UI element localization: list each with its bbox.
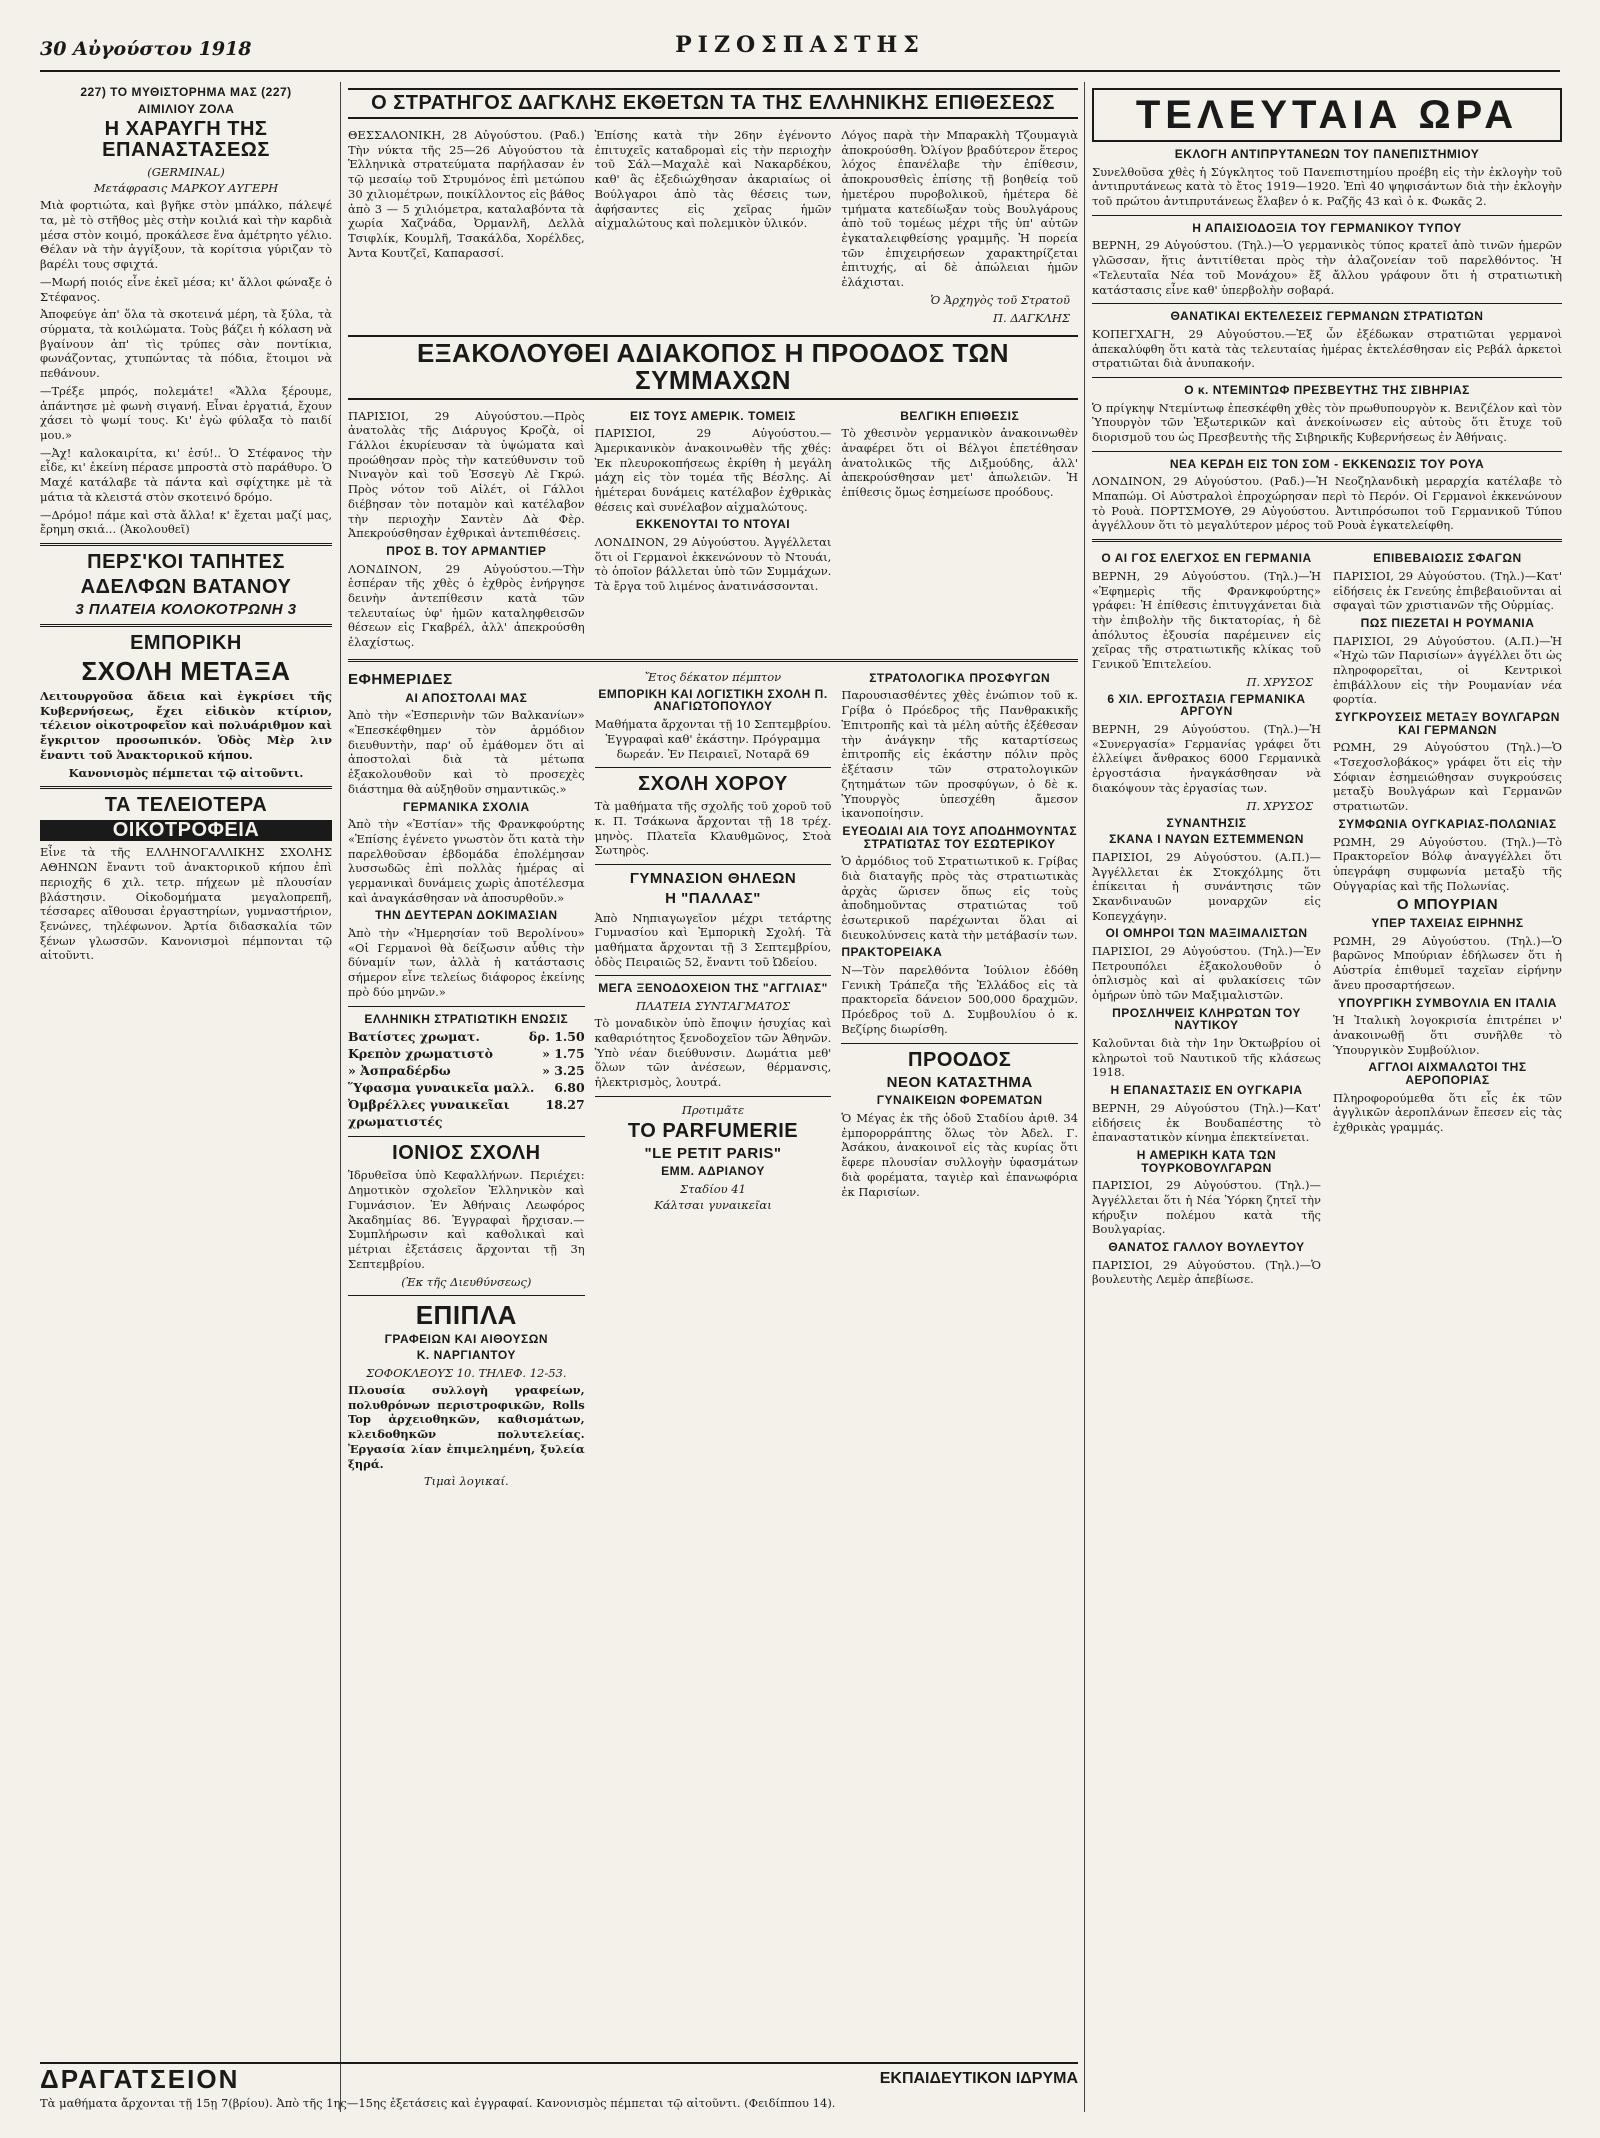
article-paragraph: ΛΟΝΔΙΝΟΝ, 29 Αὐγούστου. Ἀγγέλλεται ὅτι οἱ Γερμανοὶ ἐκκενώνουν τὸ Ντουάι, τὸ ὁποῖον βάλλεται ὑπὸ τῶν Συμμάχων. Τὰ ἔργα τοῦ λιμένος ἀνατινάσσονται. bbox=[594, 535, 832, 594]
ad-progress-title: ΠΡΟΟΔΟΣ bbox=[908, 1048, 1012, 1071]
ad-gym-title2: Η "ΠΑΛΛΑΣ" bbox=[665, 889, 761, 907]
section-subhead: ΤΗΝ ΔΕΥΤΕΡΑΝ ΔΟΚΙΜΑΣΙΑΝ bbox=[375, 908, 558, 923]
news-title: Η ΑΠΑΙΣΙΟΔΟΞΙΑ ΤΟΥ ΓΕΡΜΑΝΙΚΟΥ ΤΥΠΟΥ bbox=[1192, 220, 1462, 235]
divider bbox=[348, 1295, 585, 1296]
price-row: Κρεπὸν χρωματιστὸ » 1.75 bbox=[348, 1046, 585, 1062]
news-text: Καλοῦνται διὰ τὴν 1ην Ὀκτωβρίου οἱ κληρωτοὶ τοῦ Ναυτικοῦ τῆς κλάσεως 1918. bbox=[1092, 1036, 1321, 1080]
divider bbox=[40, 786, 332, 789]
news-text: Πληροφορούμεθα ὅτι εἷς ἐκ τῶν ἀγγλικῶν ἀεροπλάνων ἔπεσεν εἰς τὰς ἐχθρικὰς γραμμάς. bbox=[1333, 1090, 1562, 1134]
serial-paragraph: —Δρόμο! πάμε καὶ στὰ ἄλλα! κ' ἔχεται μαζί μας, ἔρημη σκιά... (Ἀκολουθεῖ) bbox=[40, 507, 332, 537]
ad-progress-text: Ὁ Μέγας ἐκ τῆς ὁδοῦ Σταδίου ἀριθ. 34 ἐμπορορράπτης ὅλως τὸν Ἀδελ. Γ. Ἀσάκου, ἀνακοινοῖ εἰς τὰς κυρίας ὅτι ἔφερε πλουσίαν συλλογὴν ὑφασμάτων διὰ φορέματα, ταγιὲρ καὶ ἐπανωφόρια ἐκ Παρισίων. bbox=[841, 1110, 1078, 1199]
news-text: Ὁ πρίγκηψ Ντεμίντωφ ἐπεσκέφθη χθὲς τὸν πρωθυπουργὸν κ. Βενιζέλον καὶ τὸν Ὑπουργὸν τῶν Ἐξωτερικῶν καὶ ἀνεκοίνωσεν εἰς αὐτοὺς ὅτι ἔτυχε τοῦ διορισμοῦ του ὡς Πρεσβευτὴς τῆς Σιβηρικῆς Κυβερνήσεως ἐν Ἀθήναις. bbox=[1092, 400, 1562, 444]
ad-furniture-title: ΕΠΙΠΛΑ bbox=[415, 1299, 517, 1330]
ad-boarding-title: ΤΑ ΤΕΛΕΙΟΤΕΡΑ bbox=[104, 794, 268, 817]
divider bbox=[348, 659, 1078, 662]
ad-hotel-text: Τὸ μοναδικὸν ὑπὸ ἔποψιν ἡσυχίας καὶ καθαριότητος ξενοδοχεῖον τῶν Ἀθηνῶν. Ὑπὸ νέαν διεύθυνσιν. Δωμάτια μεθ' ὅλων τῶν ἀνέσεων, θέρμανσις, ἡλεκτρισμὸς, λουτρά. bbox=[594, 1016, 832, 1089]
second-headline: ΕΞΑΚΟΛΟΥΘΕΙ ΑΔΙΑΚΟΠΟΣ Η ΠΡΟΟΔΟΣ ΤΩΝ ΣΥΜΜΑΧΩΝ bbox=[348, 335, 1078, 400]
news-title: ΣΥΜΦΩΝΙΑ ΟΥΓΚΑΡΙΑΣ-ΠΟΛΩΝΙΑΣ bbox=[1338, 816, 1557, 831]
news-title: ΕΠΙΒΕΒΑΙΩΣΙΣ ΣΦΑΓΩΝ bbox=[1373, 551, 1522, 566]
news-text: ΒΕΡΝΗ, 29 Αὐγούστου. (Τηλ.)—Ἡ «Συνεργασία» Γερμανίας γράφει ὅτι ἐλλείψει ἄνθρακος 6000 Γερμανικὰ ἐργοστάσια ἠναγκάσθησαν νὰ διακόψουν τὰς ἐργασίας των. bbox=[1092, 722, 1321, 795]
ad-ionian-text: Ἱδρυθεῖσα ὑπὸ Κεφαλλήνων. Περιέχει: Δημοτικὸν σχολεῖον Ἑλληνικὸν καὶ Γυμνάσιον. Ἐν Ἀθήναις Λεωφόρος Ἀκαδημίας 86. Ἐγγραφαὶ ἤρχισαν.—Συμπλήρωσιν καὶ καθολικαὶ καὶ μέτριαι ἐξετάσεις ἄρχονται τῇ 3η Σεπτεμβρίου. bbox=[348, 1168, 585, 1271]
divider bbox=[1092, 539, 1562, 542]
ad-dance-title: ΣΧΟΛΗ ΧΟΡΟΥ bbox=[638, 773, 788, 796]
serial-paragraph: —Ἀχ! καλοκαιρίτα, κι' ἐσύ!.. Ὁ Στέφανος τὴν εἶδε, κι' ἐκείνη πέρασε μπροστὰ στὸ παράθυρο. Ὁ Μαχέ κατάλαβε τὰ πάντα καὶ σφίχτηκε μὲ τὰ μάτια τὰ κλειστά στὸν σκοτεινό δρόμο. bbox=[40, 445, 332, 504]
divider bbox=[595, 975, 832, 976]
news-text: ΠΑΡΙΣΙΟΙ, 29 Αὐγούστου. (Τηλ.)—Ὁ βουλευτὴς Λεμὲρ ἀπεβίωσε. bbox=[1092, 1257, 1321, 1287]
section-newspapers bbox=[348, 668, 585, 1490]
divider bbox=[1092, 451, 1562, 452]
news-title: ΟΙ ΟΜΗΡΟΙ ΤΩΝ ΜΑΞΙΜΑΛΙΣΤΩΝ bbox=[1105, 926, 1308, 941]
price-row: Βατίστες χρωματ. δρ. 1.50 bbox=[348, 1029, 585, 1045]
divider bbox=[841, 1043, 1078, 1044]
ad-perfume-title: TO PARFUMERIE bbox=[627, 1119, 799, 1142]
price-row: » Ἀσπραδέρδω » 3.25 bbox=[348, 1062, 585, 1078]
ad-perfume-name: ΕΜΜ. ΑΔΡΙΑΝΟΥ bbox=[661, 1164, 765, 1179]
article-paragraph: Ἐπίσης κατὰ τὴν 26ην ἐγένοντο ἐπιτυχεῖς καταδρομαὶ εἰς τὴν περιοχὴν τοῦ Σάλ—Μαχαλὲ καὶ Νακαρδέκου, καθ' ἃς ἐξεδιώχθησαν ἀκαριαίως οἱ Βούλγαροι ἀπὸ τὰς θέσεις των, ἀφήσαντες εἰς χεῖρας ἡμῶν αἰχμαλώτους καὶ πολεμικὸν ὑλικόν. bbox=[594, 128, 832, 231]
news-text: ΠΑΡΙΣΙΟΙ, 29 Αὐγούστου. (Τηλ.)—Ἐν Πετρουπόλει ἐξακολουθοῦν ὁ ὁπλισμὸς καὶ αἱ φυλακίσεις τῶν ὁμήρων ὑπὸ τῶν Μαξιμαλιστῶν. bbox=[1092, 943, 1321, 1003]
column-divider bbox=[1084, 82, 1085, 2112]
news-title: 6 ΧΙΛ. ΕΡΓΟΣΤΑΣΙΑ ΓΕΡΜΑΝΙΚΑ ΑΡΓΟΥΝ bbox=[1107, 691, 1306, 719]
news-title: ΣΥΓΚΡΟΥΣΕΙΣ ΜΕΤΑΞΥ ΒΟΥΛΓΑΡΩΝ ΚΑΙ ΓΕΡΜΑΝΩΝ bbox=[1335, 710, 1560, 737]
section-subhead: ΠΡΑΚΤΟΡΕΙΑΚΑ bbox=[841, 945, 943, 960]
ad-perfume-note: Κάλτσαι γυναικεῖαι bbox=[654, 1198, 772, 1212]
price-row: Ὀμβρέλλες γυναικεῖαι χρωματιστές 18.27 bbox=[348, 1096, 585, 1129]
news-title: ΠΡΟΣΛΗΨΕΙΣ ΚΛΗΡΩΤΩΝ ΤΟΥ ΝΑΥΤΙΚΟΥ bbox=[1112, 1005, 1301, 1033]
section-subhead: ΑΙ ΑΠΟΣΤΟΛΑΙ ΜΑΣ bbox=[405, 690, 528, 705]
section-title: ΕΦΗΜΕΡΙΔΕΣ bbox=[348, 670, 453, 688]
section-paragraph: Ν—Τὸν παρελθόντα Ἰούλιον ἐδόθη Γενικὴ Τράπεζα τῆς Ἑλλάδος εἰς τὰ πρακτορεῖα δάνειον 500,000 δραχμῶν. Πρόεδρος τοῦ Δ. Συμβουλίου ὁ κ. Βεζίρης διωρίσθη. bbox=[841, 963, 1078, 1036]
news-title: Η ΕΠΑΝΑΣΤΑΣΙΣ ΕΝ ΟΥΓΚΑΡΙΑ bbox=[1110, 1083, 1303, 1098]
price-row: Ὕφασμα γυναικεῖα μαλλ. 6.80 bbox=[348, 1079, 585, 1095]
news-title: ΘΑΝΑΤΟΣ ΓΑΛΛΟΥ ΒΟΥΛΕΥΤΟΥ bbox=[1108, 1240, 1305, 1254]
divider bbox=[348, 1006, 585, 1007]
news-title: Ο ΑΙ ΓΟΣ ΕΛΕΓΧΟΣ ΕΝ ΓΕΡΜΑΝΙΑ bbox=[1101, 551, 1312, 566]
news-text: ΡΩΜΗ, 29 Αὐγούστου. (Τηλ.)—Τὸ Πρακτορεῖον Βόλφ ἀναγγέλλει ὅτι ὑπεγράφη συμφωνία μεταξὺ τῆς Οὐγγαρίας καὶ τῆς Πολωνίας. bbox=[1333, 834, 1562, 893]
article-signature: Π. ΔΑΓΚΛΗΣ bbox=[993, 310, 1071, 325]
section-paragraph: Ἀπὸ τὴν «Ἐσπερινὴν τῶν Βαλκανίων» «Ἐπεσκέφθημεν τὸν ἀρμόδιον διευθυντὴν, παρ' οὗ ἐμάθομεν ὅτι αἱ ἀποστολαὶ διὰ τὰ μέτωπα ἐξακολουθοῦν καὶ τὸ προσεχὲς διάστημα θὰ αὐξηθοῦν σημαντικῶς.» bbox=[348, 708, 585, 796]
column-center bbox=[348, 82, 1078, 2112]
ad-gym-title: ΓΥΜΝΑΣΙΟΝ ΘΗΛΕΩΝ bbox=[629, 870, 797, 888]
news-text: ΒΕΡΝΗ, 29 Αὐγούστου (Τηλ.)—Κατ' εἰδήσεις ἐκ Βουδαπέστης τὸ ἐπαναστατικὸν κίνημα ἐπεκτείνεται. bbox=[1092, 1100, 1321, 1145]
column-right bbox=[1092, 82, 1562, 2112]
article-paragraph: Τὸ χθεσινὸν γερμανικὸν ἀνακοινωθὲν ἀναφέρει ὅτι οἱ Βέλγοι ἐπετέθησαν ἀνατολικῶς τῆς Διξμούδης, ἀλλ' ἀπεκρούσθησαν μετ' ἀπωλειῶν. Ἡ ἐπίθεσις ὅμως ἐσημείωσε προόδους. bbox=[841, 426, 1078, 499]
ad-dance-text: Τὰ μαθήματα τῆς σχολῆς τοῦ χοροῦ τοῦ κ. Π. Τσάκωνα ἄρχονται τῇ 18 τρέχ. μηνὸς. Πλατεῖα Κλαυθμῶνος, Στοὰ Σωτηρὸς. bbox=[594, 799, 832, 858]
bottom-ad-strip bbox=[40, 2062, 1078, 2114]
news-text: Ἡ Ἰταλικὴ λογοκρισία ἐπιτρέπει ν' ἀνακοινωθῇ ὅτι συνῆλθε τὸ Ὑπουργικὸν Συμβούλιον. bbox=[1333, 1013, 1562, 1057]
ad-list-title: ΕΛΛΗΝΙΚΗ ΣΤΡΑΤΙΩΤΙΚΗ ΕΝΩΣΙΣ bbox=[364, 1011, 569, 1026]
news-text: Συνελθοῦσα χθὲς ἡ Σύγκλητος τοῦ Πανεπιστημίου προέβη εἰς τὴν ἐκλογὴν τοῦ ἀντιπρυτάνεως κατὰ τὸ ἔτος 1919—1920. Ἐπὶ 40 ψηφισάντων διὰ τὴν ἐκλογὴν τοῦ πρώτου ἀντιπρυτάνεως ἔλαβεν ὁ κ. Ραζῆς 43 καὶ ὁ κ. Φωκᾶς 2. bbox=[1092, 164, 1562, 209]
ad-price-list bbox=[348, 1029, 585, 1130]
news-text: ΒΕΡΝΗ, 29 Αὐγούστου. (Τηλ.)—Ἡ «Ἐφημερὶς τῆς Φρανκφούρτης» γράφει: Ἡ ἐπίθεσις ἐπιτυγχάνεται διὰ τὴν ἐπιβολὴν τῆς δικτατορίας, ἡ δὲ ἀπόλυτος ἐξουσία παρέμεινεν εἰς χεῖρας τῆς στρατιωτικῆς κλίκας τοῦ Γενικοῦ Ἐπιτελείου. bbox=[1092, 568, 1321, 672]
serial-label: 227) ΤΟ ΜΥΘΙΣΤΟΡΗΜΑ ΜΑΣ (227) bbox=[80, 85, 292, 99]
divider bbox=[40, 543, 332, 546]
news-signature: Π. ΧΡΥΣΟΣ bbox=[1246, 674, 1313, 689]
news-text: ΚΟΠΕΓΧΑΓΗ, 29 Αὐγούστου.—Ἐξ ὧν ἐξέδωκαν στρατιῶται γερμανοὶ ἀπεκαλύφθη ὅτι κατὰ τὰς τελευταίας ἡμέρας ἐκτελέσθησαν εἰς Ρεβάλ ἀρκετοὶ στρατιῶται διὰ ἀνυπακοήν. bbox=[1092, 326, 1562, 371]
bottom-left-banner: ΔΡΑΓΑΤΣΕΙΟΝ bbox=[40, 2063, 240, 2094]
article-subhead: ΕΙΣ ΤΟΥΣ ΑΜΕΡΙΚ. ΤΟΜΕΙΣ bbox=[630, 408, 796, 423]
section-paragraph: Παρουσιασθέντες χθὲς ἐνώπιον τοῦ κ. Γρίβα ὁ Πρόεδρος τῆς Πανθρακικῆς Ἐπιτροπῆς καὶ τὰ μέλη αὐτῆς ἐξέθεσαν τὴν ἀνάγκην τῆς καταρτίσεως ἐπιτροπῆς εἰς ἑκάστην πόλιν πρὸς ἐξέτασιν τῶν στρατολογικῶν ζητημάτων τῶν προσφύγων, ὁ δὲ κ. Ὑπουργὸς ὑπεσχέθη ἄμεσον ἱκανοποίησιν. bbox=[841, 688, 1078, 821]
serial-translator: Μετάφρασις ΜΑΡΚΟΥ ΑΥΓΕΡΗ bbox=[93, 181, 279, 196]
news-text: ΡΩΜΗ, 29 Αὐγούστου. (Τηλ.)—Ὁ βαρῶνος Μπούριαν ἐδήλωσεν ὅτι ἡ Αὐστρία ἐπιθυμεῖ ταχεῖαν εἰρήνην ἄνευ προσαρτήσεων. bbox=[1333, 933, 1562, 992]
ad-furniture-text: Πλουσία συλλογὴ γραφείων, πολυθρόνων περιστροφικῶν, Rolls Top ἀρχειοθηκῶν, καθισμάτων, κλειδοθηκῶν πολυτελείας. Ἐργασία λίαν ἐπιμελημένη, ξυλεία ξηρά. bbox=[348, 1382, 585, 1471]
bottom-right-banner: ΕΚΠΑΙΔΕΥΤΙΚΟΝ ΙΔΡΥΜΑ bbox=[879, 2070, 1078, 2087]
masthead bbox=[40, 28, 1560, 72]
news-title: ΠΩΣ ΠΙΕΖΕΤΑΙ Η ΡΟΥΜΑΝΙΑ bbox=[1360, 615, 1535, 630]
divider bbox=[348, 1136, 585, 1137]
article-paragraph: Λόγος παρὰ τὴν Μπαρακλὴ Τζουμαγιὰ ἀποκρούσθη. Ὀλίγον βραδύτερον ἕτερος λόχος ἐπανέλαβε τὴν ἐπίθεσιν, ἀποκρουσθεὶς ἐπίσης τῇ βοηθείᾳ τοῦ ἡμετέρου πυροβολικοῦ, ἡμέτερα δὲ τμήματα κατεδίωξαν τοὺς Βουλγάρους ἀπὸ τοῦ τομέως μέχρι τῆς ὑπ' αὐτῶν ἐγκαταλειφθείσης γραμμῆς. Ἡ πορεία τῶν ἐπιχειρήσεων χαρακτηρίζεται ἐπιτυχής, αἱ δὲ ἀπώλειαι ἡμῶν ἐλάχισται. bbox=[841, 128, 1078, 290]
ad-furniture-title2: ΓΡΑΦΕΙΩΝ ΚΑΙ ΑΙΘΟΥΣΩΝ bbox=[384, 1331, 549, 1346]
article-subhead: ΒΕΛΓΙΚΗ ΕΠΙΘΕΣΙΣ bbox=[900, 408, 1020, 423]
article-subhead: ΕΚΚΕΝΟΥΤΑΙ ΤΟ ΝΤΟΥΑΙ bbox=[635, 517, 791, 532]
ad-commercial-text: Μαθήματα ἄρχονται τῇ 10 Σεπτεμβρίου. Ἐγγραφαὶ καθ' ἑκάστην. Πρόγραμμα δωρεάν. Ἐν Πειραιεῖ, Νοταρᾶ 69 bbox=[594, 717, 832, 761]
ad-boarding-title2: ΟΙΚΟΤΡΟΦΕΙΑ bbox=[40, 820, 332, 841]
news-title: ΕΚΛΟΓΗ ΑΝΤΙΠΡΥΤΑΝΕΩΝ ΤΟΥ ΠΑΝΕΠΙΣΤΗΜΙΟΥ bbox=[1174, 147, 1480, 161]
serial-paragraph: Ἀποφεύγε ἀπ' ὅλα τὰ σκοτεινά μέρη, τὰ ξύλα, τὰ σύρματα, τὰ κοιλώματα. Τοὺς βάζει ἡ κόλαση νὰ βγαίνουν ἀπ' τὶς τρύπες σὰν ποντίκια, φωνάζοντας, χτυπώντας τὰ πόδια, ἕτοιμοι νὰ πεθάνουν. bbox=[40, 307, 332, 381]
news-text: ΠΑΡΙΣΙΟΙ, 29 Αὐγούστου. (Α.Π.)—Ἀγγέλλεται ἐκ Στοκχόλμης ὅτι ἐπίκειται ἡ συνάντησις τῶν Σκανδιναυῶν μοναρχῶν εἰς Κοπεγχάγην. bbox=[1092, 849, 1321, 923]
latest-news-banner: ΤΕΛΕΥΤΑΙΑ ΩΡΑ bbox=[1092, 88, 1562, 142]
news-text: ΡΩΜΗ, 29 Αὐγούστου (Τηλ.)—Ὁ «Τσεχοσλοβάκος» γράφει ὅτι εἰς τὴν Σόφιαν ἐσημειώθησαν συγκρούσεις μεταξὺ Βουλγάρων καὶ Γερμανῶν στρατιωτῶν. bbox=[1333, 740, 1562, 814]
serial-title: Η ΧΑΡΑΥΓΗ ΤΗΣ ΕΠΑΝΑΣΤΑΣΕΩΣ bbox=[102, 118, 270, 162]
divider bbox=[1092, 215, 1562, 216]
section-paragraph: Ἀπὸ τὴν «Ἡμερησίαν τοῦ Βερολίνου» «Οἱ Γερμανοὶ θὰ δείξωσιν αὖθις τὴν δύναμίν των, ἀλλὰ ἡ κατάστασις σήμερον εἶνε τελείως διάφορος ἐκείνης πρὸ δύο μηνῶν.» bbox=[348, 926, 585, 999]
ad-gym-text: Ἀπὸ Νηπιαγωγεῖον μέχρι τετάρτης Γυμνασίου καὶ Ἐμπορικὴ Σχολή. Τὰ μαθήματα ἄρχονται τῇ 3 Σεπτεμβρίου, ὁδὸς Πειραιῶς 52, ἔναντι τοῦ Ὠδείου. bbox=[594, 910, 832, 969]
ad-perfume-title2: "LE PETIT PARIS" bbox=[644, 1144, 782, 1162]
section-right-inner bbox=[841, 668, 1078, 1490]
serial-paragraph: —Τρέξε μπρός, πολεμάτε! «Ἄλλα ξέρουμε, ἀπάντησε μὲ φωνὴ σιγανή. Εἶναι ἐργατιά, ἔχουν χάσει τὸ ψωμί τους. Κι' ἐγὼ φύλαξα τὸ παιδί μου.» bbox=[40, 383, 332, 442]
ad-carpets-name: ΑΔΕΛΦΩΝ ΒΑΤΑΝΟΥ bbox=[80, 576, 292, 598]
serial-subtitle: (GERMINAL) bbox=[147, 165, 225, 180]
ad-hotel-address: ΠΛΑΤΕΙΑ ΣΥΝΤΑΓΜΑΤΟΣ bbox=[635, 999, 791, 1014]
ad-progress-title2: ΝΕΟΝ ΚΑΤΑΣΤΗΜΑ bbox=[886, 1073, 1033, 1091]
newspaper-title: ΡΙΖΟΣΠΑΣΤΗΣ bbox=[675, 32, 925, 58]
article-paragraph: ΛΟΝΔΙΝΟΝ, 29 Αὐγούστου.—Τὴν ἑσπέραν τῆς χθὲς ὁ ἐχθρὸς ἐνήργησε δεινὴν ἀντεπίθεσιν κατὰ τῶν τελευταίως ὑφ' ἡμῶν καταληφθεισῶν θέσεων εἰς Γκαβρέλ, ἀλλ' ἀπεκρούσθη ἐλαχίστως. bbox=[348, 561, 585, 650]
main-headline: Ο ΣΤΡΑΤΗΓΟΣ ΔΑΓΚΛΗΣ ΕΚΘΕΤΩΝ ΤΑ ΤΗΣ ΕΛΛΗΝΙΚΗΣ ΕΠΙΘΕΣΕΩΣ bbox=[348, 88, 1078, 119]
news-subhead: ΣΚΑΝΑ Ι ΝΑΥΩΝ ΕΣΤΕΜΜΕΝΩΝ bbox=[1109, 832, 1304, 847]
section-subhead: ΕΥΕΟΔΙΑΙ ΑΙΑ ΤΟΥΣ ΑΠΟΔΗΜΟΥΝΤΑΣ ΣΤΡΑΤΙΩΤΑΣ ΤΟΥ ΕΣΩΤΕΡΙΚΟΥ bbox=[842, 823, 1078, 851]
ad-commercial-top: Ἔτος δέκατον πέμπτον bbox=[644, 669, 782, 684]
ad-carpets-address: 3 ΠΛΑΤΕΙΑ ΚΟΛΟΚΟΤΡΩΝΗ 3 bbox=[75, 601, 297, 618]
section-paragraph: Ἀπὸ τὴν «Ἐστίαν» τῆς Φρανκφούρτης «Ἐπίσης ἐγένετο γνωστὸν ὅτι κατὰ τὴν παρελθοῦσαν ἑβδομάδα ἐπολέμησαν λυσσωδῶς ἐπὶ πολλὰς ἡμέρας αἱ γερμανικαὶ δυνάμεις χωρὶς ἀποτέλεσμα καὶ ἀναγκάσθησαν νὰ ἀποσυρθοῦν.» bbox=[348, 817, 585, 905]
news-title: ΑΓΓΛΟΙ ΑΙΧΜΑΛΩΤΟΙ ΤΗΣ ΑΕΡΟΠΟΡΙΑΣ bbox=[1368, 1060, 1527, 1087]
article-subhead: ΠΡΟΣ Β. ΤΟΥ ΑΡΜΑΝΤΙΕΡ bbox=[386, 543, 547, 558]
serial-paragraph: Μιὰ φορτιώτα, καὶ βγῆκε στὸν μπάλκο, πάλεψέ τα, μὲ τὸ στῆθος μὲς στὴν κοιλιά καὶ τὴν καρδιὰ μέσα στὸν κοιμό, προκάλεσε ἕνα ἀμέτρητο γέλιο. Θέλαν νὰ τὴν ἀγγίξουν, τὰ κορίτσια γύριζαν τὸ βαρέλι τους σφιχτά. bbox=[40, 198, 332, 272]
ad-school-text: Λειτουργοῦσα ἄδεια καὶ ἐγκρίσει τῆς Κυβερνήσεως, ἔχει εἰδικὸν κτίριον, τέλειον οἰκοτροφεῖον καὶ πολυάριθμον καὶ ἔγκριτον προσωπικόν. Ὁδὸς Μὲρ λιν ἔναντι τοῦ Ἀνακτορικοῦ κήπου. bbox=[40, 689, 332, 762]
column-divider bbox=[340, 82, 341, 2112]
news-text: ΛΟΝΔΙΝΟΝ, 29 Αὐγούστου. (Ραδ.)—Ἡ Νεοζηλανδικὴ μεραρχία κατέλαβε τὸ Μπαπώμ. Οἱ Αὐστραλοὶ ἐπροχώρησαν περὶ τὸ Περόν. Οἱ Γερμανοὶ ἐκκενώνουν τὸ Ρουὰ. ΠΟΡΤΣΜΟΥΘ, 29 Αὐγούστου. Ἀντιπρόσωποι τοῦ Γερμανικοῦ Τύπου ἀγγέλλουν ὅτι τὸ μεγαλύτερον μέρος τοῦ Ρουὰ ἐγκατελείφθη. bbox=[1092, 474, 1562, 533]
article-paragraph: ΠΑΡΙΣΙΟΙ, 29 Αὐγούστου.—Πρὸς ἀνατολὰς τῆς Διάρυγος Κροζὰ, οἱ Γάλλοι ἐκυρίευσαν τὰ ὑψώματα καὶ προώθησαν πρὸς τὴν κατεύθυνσιν τοῦ Νιναγὸν καὶ τοῦ Ἐσσεγὺ Λὲ Γκρώ. Πρὸς νότον τοῦ Αἰλέτ, οἱ Γάλλοι διέβησαν τὸν ποταμὸν καὶ κατέλαβον τὴν περιοχὴν Σαντὲν Δὰ Φὲρ. Ἀπεκρούσθησαν ἐχθρικαὶ ἀντεπιθέσεις. bbox=[348, 408, 585, 541]
ad-progress-sub: ΓΥΝΑΙΚΕΙΩΝ ΦΟΡΕΜΑΤΩΝ bbox=[876, 1093, 1043, 1108]
divider bbox=[1092, 377, 1562, 378]
news-text: ΠΑΡΙΣΙΟΙ, 29 Αὐγούστου. (Τηλ.)—Κατ' εἰδήσεις ἐκ Γενεύης ἐπιβεβαιοῦνται αἱ σφαγαὶ τῶν χριστιανῶν τῆς Οὐρμίας. bbox=[1333, 568, 1562, 613]
issue-date: 30 Αὐγούστου 1918 bbox=[40, 38, 252, 60]
divider bbox=[595, 864, 832, 865]
divider bbox=[595, 767, 832, 768]
news-text: ΒΕΡΝΗ, 29 Αὐγούστου. (Τηλ.)—Ὁ γερμανικὸς τύπος κρατεῖ ἀπὸ τινῶν ἡμερῶν γλῶσσαν, ἥτις ἀντιτίθεται πρὸς τὴν ἀλαζονείαν τοῦ παρελθόντος. Ἡ «Τελευταῖα Νέα τοῦ Μονάχου» ἔξ ἄλλου γράφουν ὅτι ἡ στρατιωτικὴ κατάστασις εἶνε καθ' ὑπερβολὴν σοβαρά. bbox=[1092, 238, 1562, 297]
news-title: ΥΠΟΥΡΓΙΚΗ ΣΥΜΒΟΥΛΙΑ ΕΝ ΙΤΑΛΙΑ bbox=[1338, 995, 1557, 1010]
section-paragraph: Ὁ ἀρμόδιος τοῦ Στρατιωτικοῦ κ. Γρίβας διὰ διαταγῆς πρὸς τὰς στρατιωτικὰς ἀρχὰς ὥρισεν ὅπως εἰς τοὺς ἀποδημοῦντας στρατιώτας τοῦ ἐσωτερικοῦ παρέχωνται ὅλαι αἱ διευκολύνσεις κατὰ τὴν μετάβασίν των. bbox=[841, 854, 1078, 942]
ad-boarding-text: Εἶνε τὰ τῆς ΕΛΛΗΝΟΓΑΛΛΙΚΗΣ ΣΧΟΛΗΣ ΑΘΗΝΩΝ ἔναντι τοῦ ἀνακτορικοῦ κήπου ἐπὶ περιοχῆς 6 χιλ. τετρ. πήχεων μὲ πλουσίαν βλάστησιν. Οἰκοδομήματα μεγαλοπρεπῆ, τέσσαρες αἴθουσαι ἐργαστηρίων, γυμναστήριον, ξενώνες, τηλέφωνον. Ἀρτία διδασκαλία τῶν ξένων γλωσσῶν. Κανονισμοὶ πέμπονται τῷ αἰτοῦντι. bbox=[40, 845, 332, 963]
news-title: Η ΑΜΕΡΙΚΗ ΚΑΤΑ ΤΩΝ ΤΟΥΡΚΟΒΟΥΛΓΑΡΩΝ bbox=[1136, 1147, 1277, 1175]
ad-ionian-sig: (Ἐκ τῆς Διευθύνσεως) bbox=[401, 1274, 532, 1289]
news-title: ΘΑΝΑΤΙΚΑΙ ΕΚΤΕΛΕΣΕΙΣ ΓΕΡΜΑΝΩΝ ΣΤΡΑΤΙΩΤΩΝ bbox=[1170, 309, 1484, 324]
news-title: ΝΕΑ ΚΕΡΔΗ ΕΙΣ ΤΟΝ ΣΟΜ - ΕΚΚΕΝΩΣΙΣ ΤΟΥ ΡΟΥΑ bbox=[1169, 456, 1485, 471]
section-ads-middle bbox=[595, 668, 832, 1490]
divider bbox=[40, 624, 332, 627]
ad-school-title: ΕΜΠΟΡΙΚΗ bbox=[130, 631, 242, 654]
ad-perfume-top: Προτιμᾶτε bbox=[681, 1102, 745, 1117]
bottom-text: Τὰ μαθήματα ἄρχονται τῇ 15ῃ 7(βρίου). Ἀπὸ τῆς 1ης—15ης ἐξετάσεις καὶ ἐγγραφαί. Κανονισμὸς πέμπεται τῷ αἰτοῦντι. (Φειδίππου 14). bbox=[40, 2096, 836, 2110]
ad-carpets-title: ΠΕΡΣ'ΚΟΙ ΤΑΠΗΤΕΣ bbox=[87, 551, 285, 573]
article-paragraph: ΘΕΣΣΑΛΟΝΙΚΗ, 28 Αὐγούστου. (Ραδ.) Τὴν νύκτα τῆς 25—26 Αὐγούστου τὰ Ἑλληνικὰ στρατεύματα παρήλασαν ἐν τῷ μεσαίῳ τοῦ Στρυμόνος ἐπὶ μετώπου 30 χιλιομέτρων, ποικίλλοντος εἰς βάθος ἀπὸ 3 — 5 χιλιόμετρα, καταλαβόντα τὰ χωρία Χαζνάδα, Ὀρμανλῆ, Δελλὰ Τσιφλίκ, Κουμλῆ, Τσακάλδα, Χορέλδες, Ἀντα Κουτζεῖ, Καπαρασσί. bbox=[348, 128, 585, 260]
article-paragraph: ΠΑΡΙΣΙΟΙ, 29 Αὐγούστου.—Ἀμερικανικὸν ἀνακοινωθὲν τῆς χθές: Ἐκ πλευροκοπήσεως ἐκρίθη ἡ μεγάλη μάχη εἰς τὸν τομέα τῆς Βέσλης. Αἱ ἡμέτεραι δυνάμεις κατέλαβον ἐχθρικὰς θέσεις καὶ συνέλαβον αἰχμαλώτους. bbox=[594, 426, 832, 514]
ad-furniture-name: Κ. ΝΑΡΓΙΑΝΤΟΥ bbox=[416, 1348, 516, 1363]
news-signature: Π. ΧΡΥΣΟΣ bbox=[1246, 798, 1313, 813]
serial-paragraph: —Μωρή ποιός εἶνε ἐκεῖ μέσα; κι' ἄλλοι φώναξε ὁ Στέφανος. bbox=[40, 274, 332, 304]
ad-commercial-title: ΕΜΠΟΡΙΚΗ ΚΑΙ ΛΟΓΙΣΤΙΚΗ ΣΧΟΛΗ Π. ΑΝΑΓΙΩΤΟΠΟΥΛΟΥ bbox=[598, 686, 828, 714]
divider bbox=[1092, 303, 1562, 304]
news-subhead: ΥΠΕΡ ΤΑΧΕΙΑΣ ΕΙΡΗΝΗΣ bbox=[1371, 916, 1524, 931]
article-signature: Ὁ Ἀρχηγὸς τοῦ Στρατοῦ bbox=[930, 292, 1071, 307]
news-title: ΣΥΝΑΝΤΗΣΙΣ bbox=[1166, 815, 1247, 830]
ad-ionian-title: ΙΟΝΙΟΣ ΣΧΟΛΗ bbox=[392, 1142, 541, 1165]
news-text: ΠΑΡΙΣΙΟΙ, 29 Αὐγούστου. (Τηλ.)—Ἀγγέλλεται ὅτι ἡ Νέα Ὑόρκη ζητεῖ τὴν κήρυξιν πολέμου κατὰ τῆς Βουλγαρίας. bbox=[1092, 1178, 1321, 1237]
section-title: ΣΤΡΑΤΟΛΟΓΙΚΑ ΠΡΟΣΦΥΓΩΝ bbox=[869, 670, 1051, 685]
section-subhead: ΓΕΡΜΑΝΙΚΑ ΣΧΟΛΙΑ bbox=[402, 799, 530, 814]
ad-school-note: Κανονισμὸς πέμπεται τῷ αἰτοῦντι. bbox=[68, 765, 304, 780]
ad-perfume-address: Σταδίου 41 bbox=[680, 1182, 746, 1196]
column-left bbox=[40, 82, 332, 2112]
ad-furniture-note: Τιμαὶ λογικαί. bbox=[424, 1474, 509, 1489]
serial-author: ΑΙΜΙΛΙΟΥ ΖΟΛΑ bbox=[137, 101, 235, 116]
ad-school-title2: ΣΧΟΛΗ ΜΕΤΑΞΑ bbox=[81, 655, 291, 686]
news-title: Ο ΜΠΟΥΡΙΑΝ bbox=[1396, 896, 1499, 914]
ad-furniture-address: ΣΟΦΟΚΛΕΟΥΣ 10. ΤΗΛΕΦ. 12-53. bbox=[366, 1365, 567, 1380]
divider bbox=[595, 1096, 832, 1097]
ad-hotel-title: ΜΕΓΑ ΞΕΝΟΔΟΧΕΙΟΝ ΤΗΣ "ΑΓΓΛΙΑΣ" bbox=[598, 981, 828, 996]
news-title: Ο κ. ΝΤΕΜΙΝΤΩΦ ΠΡΕΣΒΕΥΤΗΣ ΤΗΣ ΣΙΒΗΡΙΑΣ bbox=[1184, 382, 1470, 397]
news-text: ΠΑΡΙΣΙΟΙ, 29 Αὐγούστου. (Α.Π.)—Ἡ «Ἠχὼ τῶν Παρισίων» ἀγγέλλει ὅτι ὡς πληροφορεῖται, οἱ Κεντρικοὶ ἐπιβάλλουν εἰς τὴν Ρουμανίαν νέα φορτία. bbox=[1333, 633, 1562, 707]
